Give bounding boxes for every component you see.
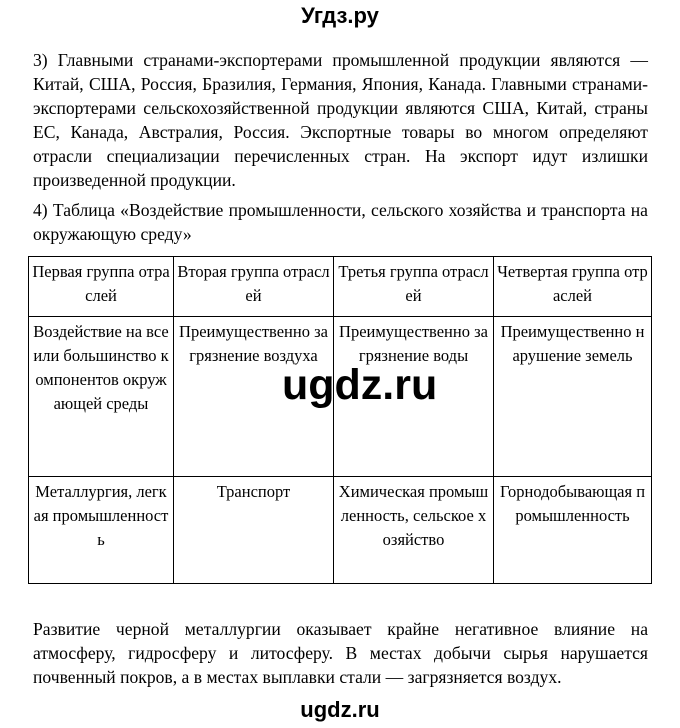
branch-cell-group-2: Транспорт [174, 477, 334, 584]
answer-paragraph-metallurgy: Развитие черной металлургии оказывает крайне негативное влияние на атмосферу, гидросферу и литосферу. В местах добычи сырья нарушается почвенный покров, а в местах выплавки стали — загрязняется воздух. [33, 619, 648, 687]
site-footer-label: ugdz.ru [300, 697, 380, 722]
table-header-row [29, 257, 652, 317]
table-row-branches [29, 477, 652, 584]
site-header-title: Угдз.ру [301, 3, 379, 28]
branch-cell-group-4: Горнодобывающая промышленность [494, 477, 652, 584]
branch-cell-group-1: Металлургия, легкая промышленность [29, 477, 174, 584]
impact-cell-group-1: Воздействие на все или большинство компонентов окружающей среды [29, 317, 174, 477]
branch-cell-group-3: Химическая промышленность, сельское хозяйство [334, 477, 494, 584]
impact-cell-group-3: Преимущественно загрязнение воды [334, 317, 494, 477]
answer-paragraph-4: 4) Таблица «Воздействие промышленности, сельского хозяйства и транспорта на окружающую среду» [33, 200, 648, 244]
table-row-impact [29, 317, 652, 477]
answer-paragraph-3: 3) Главными странами-экспортерами промышленной продукции являются — Китай, США, Россия, Бразилия, Германия, Япония, Канада. Главными странами-экспортерами сельскохозяйственной продукции являются США, Китай, страны ЕС, Канада, Австралия, Россия. Экспортные товары во многом определяют отрасли специализации перечисленных стран. На экспорт идут излишки произведенной продукции. [33, 50, 648, 190]
header-cell-group-4: Четвертая группа отраслей [494, 257, 652, 317]
environment-impact-table [28, 256, 652, 584]
header-cell-group-3: Третья группа отраслей [334, 257, 494, 317]
header-cell-group-1: Первая группа отраслей [29, 257, 174, 317]
impact-cell-group-2: Преимущественно загрязнение воздуха [174, 317, 334, 477]
watermark: ugdz.ru [282, 361, 438, 409]
header-cell-group-2: Вторая группа отраслей [174, 257, 334, 317]
impact-cell-group-4: Преимущественно нарушение земель [494, 317, 652, 477]
